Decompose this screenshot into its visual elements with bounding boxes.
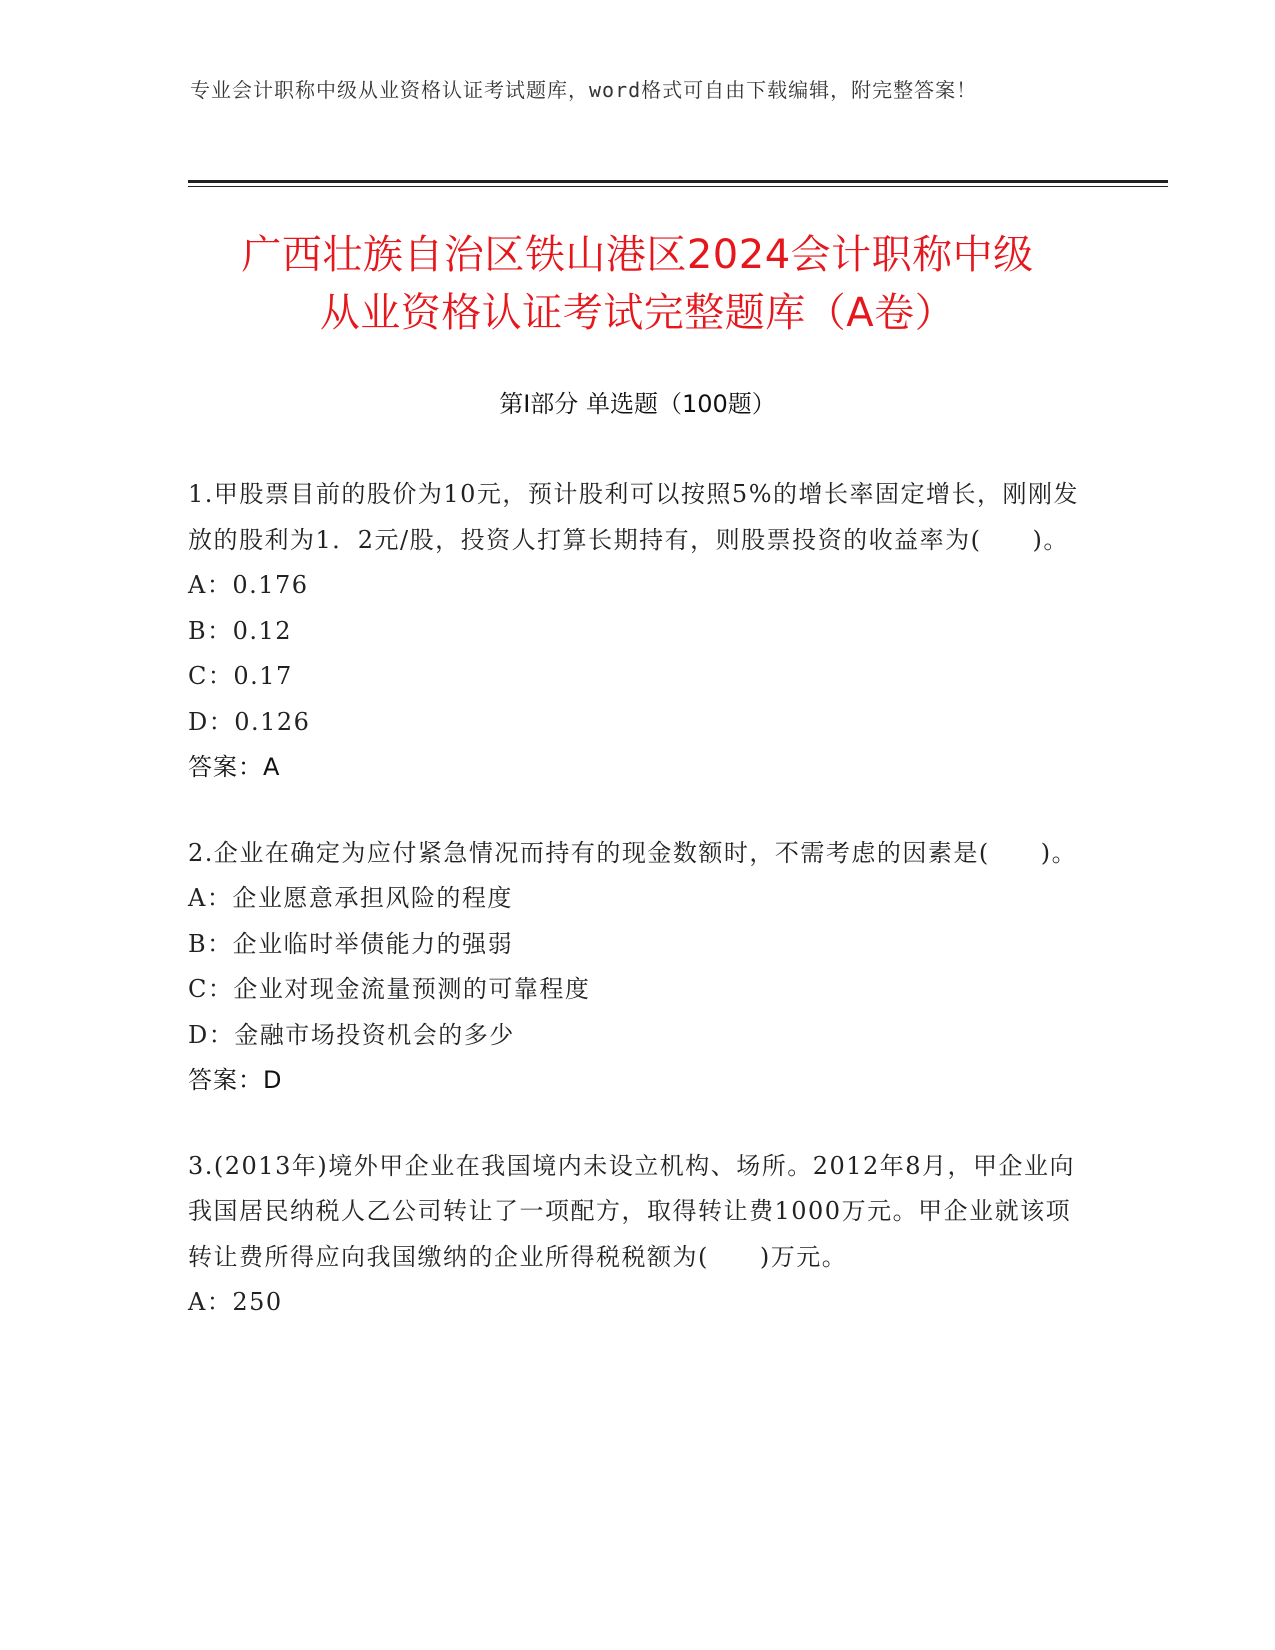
title-line-2: 从业资格认证考试完整题库（A卷） <box>319 290 956 336</box>
header-divider-thick <box>188 180 1168 183</box>
header-divider-thin <box>188 186 1168 187</box>
question-stem: 2.企业在确定为应付紧急情况而持有的现金数额时，不需考虑的因素是( )。 <box>188 838 1078 867</box>
option-c: C：企业对现金流量预测的可靠程度 <box>188 975 591 1003</box>
question-3 <box>188 1144 1088 1326</box>
question-list <box>188 472 1088 1366</box>
option-a: A：企业愿意承担风险的程度 <box>188 884 513 912</box>
option-b: B：0.12 <box>188 616 293 645</box>
question-stem: 1.甲股票目前的股价为10元，预计股利可以按照5%的增长率固定增长，刚刚发放的股利为1．2元/股，投资人打算长期持有，则股票投资的收益率为( )。 <box>188 480 1080 554</box>
answer-label: 答案：A <box>188 753 281 781</box>
question-stem: 3.(2013年)境外甲企业在我国境内未设立机构、场所。2012年8月，甲企业向我国居民纳税人乙公司转让了一项配方，取得转让费1000万元。甲企业就该项转让费所得应向我国缴纳的企业所得税税额为( )万元。 <box>188 1151 1076 1271</box>
question-2 <box>188 831 1088 1104</box>
option-d: D：金融市场投资机会的多少 <box>188 1020 515 1049</box>
title-line-1: 广西壮族自治区铁山港区2024会计职称中级 <box>241 232 1034 278</box>
header-note: 专业会计职称中级从业资格认证考试题库，word格式可自由下载编辑，附完整答案！ <box>190 78 978 102</box>
option-a: A：250 <box>188 1288 283 1316</box>
document-title <box>120 226 1155 342</box>
section-title: 第Ⅰ部分 单选题（100题） <box>499 390 776 418</box>
answer-label: 答案：D <box>188 1066 283 1094</box>
option-b: B：企业临时举债能力的强弱 <box>188 929 514 958</box>
question-1 <box>188 472 1088 791</box>
option-c: C：0.17 <box>188 662 293 690</box>
option-a: A：0.176 <box>188 571 309 599</box>
option-d: D：0.126 <box>188 707 311 736</box>
